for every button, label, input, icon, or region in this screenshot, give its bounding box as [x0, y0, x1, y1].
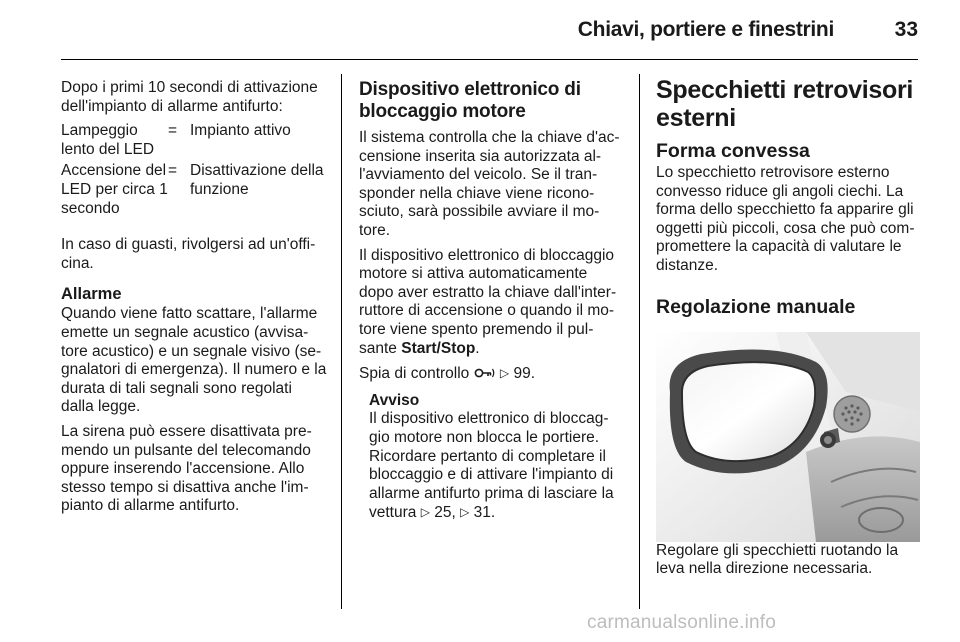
mirror-adjustment-illustration	[656, 332, 920, 542]
page-reference: 25,	[434, 504, 456, 522]
page-reference: 31.	[473, 504, 496, 522]
immobilizer-paragraph-2: Il dispositivo elettronico di bloccaggio motore si attiva automaticamente dopo aver estratto la chiave dall'inter-ruttore di accensione o quando il mo-tore viene spento premendo il pul-sante Start/Stop.	[359, 246, 617, 357]
column-1	[61, 79, 327, 522]
page-header-title: Chiavi, portiere e finestrini	[577, 18, 834, 41]
header-rule	[61, 59, 918, 60]
mirrors-heading: Specchietti retrovisori esterni	[656, 76, 914, 132]
equals-sign: =	[168, 122, 178, 140]
intro-text: Dopo i primi 10 secondi di attivazione dell'impianto di allarme antifurto:	[61, 79, 318, 115]
column-3	[656, 76, 920, 585]
status-row-1	[61, 122, 327, 159]
note-text: Il dispositivo elettronico di bloccag-gio motore non blocca le portiere. Ricordare pertanto di completare il bloccaggio e di attivare l'impianto di allarme antifurto prima di lasciare la vettura ▷ 25, ▷ 31.	[369, 410, 614, 522]
page-number: 33	[894, 18, 918, 41]
note-title: Avviso	[369, 391, 420, 409]
allarme-paragraph-1: Quando viene fatto scattare, l'allarme emette un segnale acustico (avvisa-tore acustico) e un segnale visivo (se-gnalatori di emergenza). Il numero e la durata di tali segnali sono regolati dalla legge.	[61, 305, 327, 416]
status-value: Disattivazione della funzione	[190, 162, 324, 198]
status-row-2	[61, 162, 327, 218]
allarme-heading: Allarme	[61, 285, 122, 304]
watermark-text: carmanualsonline.info	[587, 612, 777, 633]
immobilizer-heading: Dispositivo elettronico di bloccaggio motore	[359, 79, 581, 122]
convex-subheading: Forma convessa	[656, 140, 810, 162]
status-key: Lampeggio lento del LED	[61, 122, 155, 158]
allarme-paragraph-2: La sirena può essere disattivata pre-mendo un pulsante del telecomando oppure inserendo l'accensione. Allo stesso tempo si disattiva anche l'im-pianto di allarme antifurto.	[61, 422, 312, 515]
status-value: Impianto attivo	[190, 122, 291, 140]
key-warning-icon	[474, 366, 496, 380]
start-stop-label: Start/Stop	[401, 339, 476, 357]
equals-sign: =	[168, 162, 178, 180]
reference-arrow-icon: ▷	[420, 505, 430, 520]
warning-light-line: Spia di controllo ▷ 99.	[359, 365, 536, 383]
reference-arrow-icon: ▷	[460, 505, 470, 520]
reference-arrow-icon: ▷	[499, 366, 510, 381]
column-2	[359, 79, 625, 523]
fault-text: In caso di guasti, rivolgersi ad un'offi-cina.	[61, 236, 316, 272]
status-key: Accensione del LED per circa 1 secondo	[61, 162, 168, 217]
manual-adjust-subheading: Regolazione manuale	[656, 295, 856, 318]
page-reference: 99.	[513, 365, 536, 383]
column-divider-2	[639, 74, 640, 609]
note-box	[369, 392, 625, 523]
column-divider-1	[341, 74, 342, 609]
convex-paragraph: Lo specchietto retrovisore esterno convesso riduce gli angoli ciechi. La forma dello specchietto fa apparire gli oggetti più piccoli, cosa che può com-promettere la capacità di valutare le distanze.	[656, 164, 915, 274]
figure-caption: Regolare gli specchietti ruotando la leva nella direzione necessaria.	[656, 541, 899, 578]
immobilizer-paragraph-1: Il sistema controlla che la chiave d'ac-censione inserita sia autorizzata al-l'avviamento del veicolo. Se il tran-sponder nella chiave viene ricono-sciuto, sarà possibile avviare il mo-tore.	[359, 129, 620, 239]
